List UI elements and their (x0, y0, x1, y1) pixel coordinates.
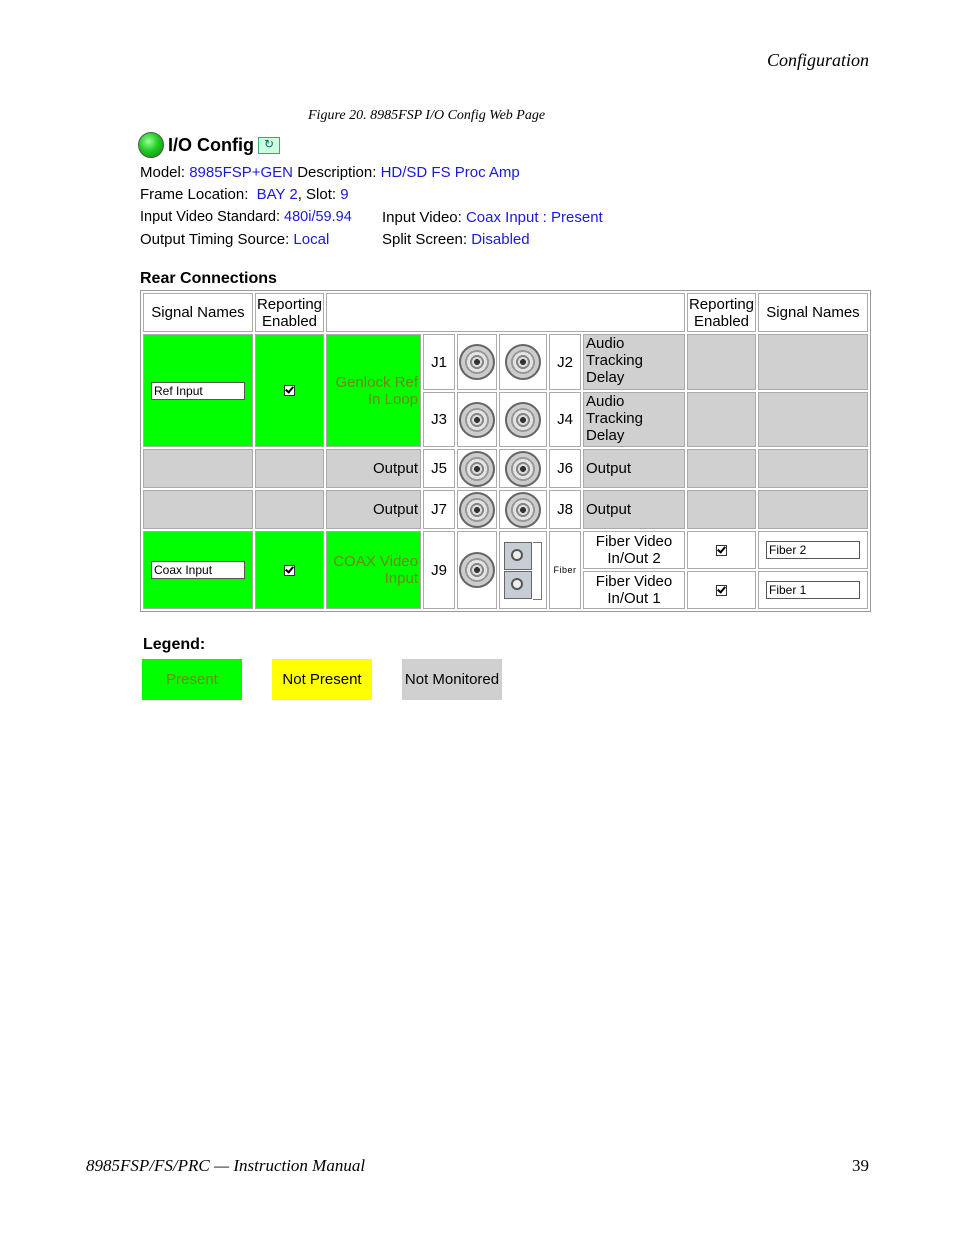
status-light-icon (138, 132, 164, 158)
input-video-value: Coax Input : Present (465, 209, 603, 226)
footer-manual-title: 8985FSP/FS/PRC — Instruction Manual (86, 1156, 366, 1175)
split-screen-line (382, 231, 530, 248)
j5-connector (457, 449, 497, 488)
jack-j6-label: J6 (549, 449, 581, 488)
jack-j4-label: J4 (549, 392, 581, 447)
header-signal-names-left: Signal Names (143, 293, 253, 332)
j2-reporting-cell (687, 334, 756, 390)
bnc-connector-icon (459, 402, 495, 438)
fiber2-label-line2: In/Out 2 (607, 550, 661, 567)
audio-label-line3: Delay (586, 427, 625, 444)
bnc-connector-icon (459, 492, 495, 528)
j6-signal-name-cell (758, 449, 868, 488)
input-video-standard-label: Input Video Standard: (140, 209, 281, 225)
j8-connector (499, 490, 547, 529)
genlock-label-line2: In Loop (367, 390, 418, 408)
input-video-line (382, 209, 603, 226)
j6-reporting-cell (687, 449, 756, 488)
j4-signal-name-cell (758, 392, 868, 447)
audio-label-line1: Audio (586, 335, 625, 352)
title-bar (138, 131, 280, 159)
j8-output-label: Output (583, 490, 685, 529)
fiber-connector-label: Fiber (549, 531, 581, 609)
j2-audio-label (583, 334, 685, 390)
page-header-section: Configuration (766, 50, 869, 70)
fiber2-label-line1: Fiber Video (595, 533, 673, 550)
bnc-connector-icon (505, 492, 541, 528)
description-label: Description: (297, 164, 377, 181)
bnc-connector-icon (505, 402, 541, 438)
output-timing-value: Local (293, 231, 330, 248)
output-timing-line (140, 231, 329, 248)
j6-connector (499, 449, 547, 488)
legend-present: Present (142, 659, 242, 700)
page-title: I/O Config (168, 134, 254, 155)
header-reporting-left-line2: Enabled (261, 312, 318, 330)
slot-label: , Slot: (297, 186, 337, 203)
bnc-connector-icon (505, 344, 541, 380)
coax-label-line2: Input (384, 570, 418, 587)
genlock-label-cell (326, 334, 421, 447)
jack-j8-label: J8 (549, 490, 581, 529)
j2-signal-name-cell (758, 334, 868, 390)
j4-connector (499, 392, 547, 447)
bnc-connector-icon (459, 344, 495, 380)
j5-output-label: Output (326, 449, 421, 488)
fiber2-reporting-checkbox[interactable] (716, 545, 727, 556)
frame-location-label: Frame Location: (140, 186, 249, 203)
slot-value[interactable]: 9 (340, 186, 349, 203)
j8-signal-name-cell (758, 490, 868, 529)
j4-audio-label (583, 392, 685, 447)
j2-connector (499, 334, 547, 390)
audio-label-line2: Tracking (586, 410, 643, 427)
header-reporting-left (255, 293, 324, 332)
fiber1-reporting-cell (687, 571, 756, 609)
j1-connector (457, 334, 497, 390)
genlock-reporting-cell (255, 334, 324, 447)
bnc-connector-icon (459, 552, 495, 588)
jack-j3-label: J3 (423, 392, 455, 447)
j5-reporting-cell (255, 449, 324, 488)
jack-j9-label: J9 (423, 531, 455, 609)
model-line (140, 164, 520, 181)
fiber-connector-icon (501, 540, 545, 600)
fiber1-reporting-checkbox[interactable] (716, 585, 727, 596)
coax-label-line1: COAX Video (333, 553, 418, 570)
rear-connections-title: Rear Connections (140, 270, 277, 287)
j7-connector (457, 490, 497, 529)
genlock-signal-name-cell (143, 334, 253, 447)
coax-label-cell (326, 531, 421, 609)
genlock-reporting-checkbox[interactable] (284, 385, 295, 396)
fiber1-label (583, 571, 685, 609)
model-label: Model: (140, 164, 186, 181)
j4-reporting-cell (687, 392, 756, 447)
split-screen-value: Disabled (471, 231, 530, 248)
coax-signal-name-cell (143, 531, 253, 609)
ref-input-name-field[interactable] (151, 382, 245, 400)
coax-reporting-checkbox[interactable] (284, 565, 295, 576)
j3-connector (457, 392, 497, 447)
j9-connector (457, 531, 497, 609)
figure-caption: Figure 20. 8985FSP I/O Config Web Page (308, 108, 546, 123)
legend-not-monitored: Not Monitored (402, 659, 502, 700)
model-value: 8985FSP+GEN (189, 164, 294, 181)
fiber1-label-line1: Fiber Video (595, 573, 673, 590)
fiber2-signal-name-cell (758, 531, 868, 569)
header-reporting-left-line1: Reporting (256, 295, 323, 313)
j7-reporting-cell (255, 490, 324, 529)
coax-reporting-cell (255, 531, 324, 609)
header-signal-names-right: Signal Names (758, 293, 868, 332)
jack-j7-label: J7 (423, 490, 455, 529)
description-value: HD/SD FS Proc Amp (380, 164, 520, 181)
fiber1-label-line2: In/Out 1 (607, 590, 661, 607)
input-video-label: Input Video: (382, 209, 462, 226)
j8-reporting-cell (687, 490, 756, 529)
j5-signal-name-cell (143, 449, 253, 488)
footer-page-number: 39 (852, 1156, 869, 1175)
legend-not-present: Not Present (272, 659, 372, 700)
fiber1-signal-name-cell (758, 571, 868, 609)
j6-output-label: Output (583, 449, 685, 488)
genlock-label-line1: Genlock Ref (335, 373, 418, 391)
rear-connections-table (140, 290, 871, 612)
audio-label-line3: Delay (586, 369, 625, 386)
header-connector-area (326, 293, 685, 332)
frame-location-line (140, 186, 349, 203)
coax-input-name-field[interactable] (151, 561, 245, 579)
jack-j2-label: J2 (549, 334, 581, 390)
fiber2-reporting-cell (687, 531, 756, 569)
output-timing-label: Output Timing Source: (140, 231, 290, 248)
audio-label-line1: Audio (586, 393, 625, 410)
fiber2-name-field[interactable] (766, 541, 860, 559)
frame-location-value[interactable]: BAY 2 (256, 186, 298, 203)
split-screen-label: Split Screen: (382, 231, 468, 248)
bnc-connector-icon (505, 451, 541, 487)
fiber1-name-field[interactable] (766, 581, 860, 599)
bnc-connector-icon (459, 451, 495, 487)
legend-title: Legend: (143, 636, 206, 653)
fiber-connector (499, 531, 547, 609)
audio-label-line2: Tracking (586, 352, 643, 369)
input-video-standard-value: 480i/59.94 (284, 209, 352, 225)
header-reporting-right-line1: Reporting (688, 295, 755, 313)
j7-output-label: Output (326, 490, 421, 529)
header-reporting-right-line2: Enabled (693, 312, 750, 330)
jack-j1-label: J1 (423, 334, 455, 390)
j7-signal-name-cell (143, 490, 253, 529)
jack-j5-label: J5 (423, 449, 455, 488)
input-video-standard-line (140, 209, 352, 225)
refresh-icon[interactable]: ↻ (258, 137, 280, 154)
fiber2-label (583, 531, 685, 569)
header-reporting-right (687, 293, 756, 332)
